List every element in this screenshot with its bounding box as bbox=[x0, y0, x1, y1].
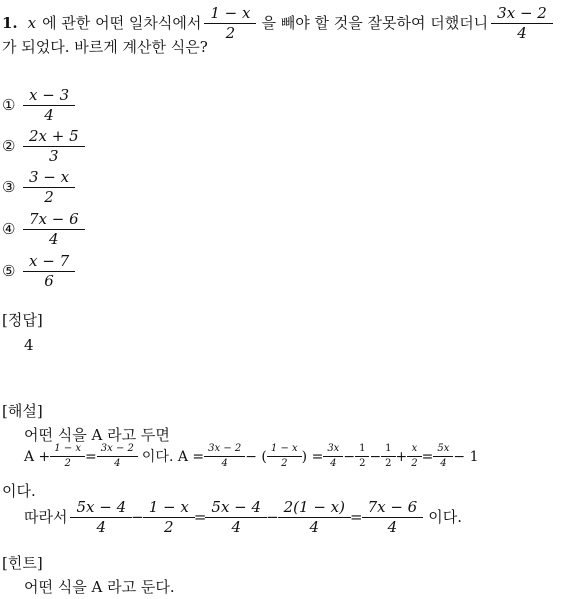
solution-term: 이다. A = bbox=[141, 448, 205, 465]
solution-label: [해설] bbox=[2, 402, 43, 420]
solution-line-3: 이다. bbox=[2, 482, 36, 500]
fraction-denominator: 4 bbox=[278, 517, 351, 536]
fraction-numerator: 1 − x bbox=[210, 4, 251, 22]
fraction-denominator: 4 bbox=[97, 456, 138, 470]
solution-term: = bbox=[350, 508, 363, 527]
solution-term: A + bbox=[24, 448, 51, 465]
question-fraction-2 bbox=[494, 6, 550, 42]
hint-text: 어떤 식을 A 라고 둔다. bbox=[24, 578, 175, 596]
solution-fraction bbox=[208, 500, 264, 536]
fraction-numerator: 5x − 4 bbox=[76, 498, 127, 516]
fraction-numerator: 7x − 6 bbox=[29, 210, 79, 228]
fraction-denominator: 2 bbox=[23, 187, 75, 206]
fraction-denominator: 4 bbox=[433, 456, 453, 470]
fraction-denominator: 2 bbox=[381, 456, 395, 470]
solution-term: − bbox=[343, 448, 356, 465]
solution-line-4 bbox=[24, 500, 462, 536]
fraction-numerator: 7x − 6 bbox=[367, 498, 418, 516]
hint-label: [힌트] bbox=[2, 554, 43, 572]
fraction-numerator: 3x − 2 bbox=[100, 443, 134, 454]
choice-mark: ④ bbox=[2, 220, 16, 239]
question-variable: x bbox=[27, 14, 37, 33]
solution-term: 이다. bbox=[428, 508, 462, 527]
fraction-denominator: 4 bbox=[362, 517, 424, 536]
solution-fraction bbox=[281, 500, 348, 536]
solution-fraction bbox=[206, 444, 243, 469]
fraction-numerator: 3x − 2 bbox=[208, 443, 242, 454]
choice-fraction bbox=[26, 254, 72, 290]
fraction-numerator: x − 3 bbox=[29, 86, 70, 104]
solution-term: = bbox=[193, 508, 207, 527]
solution-fraction bbox=[409, 444, 419, 469]
choice-5[interactable] bbox=[2, 254, 74, 290]
choice-fraction bbox=[26, 170, 72, 206]
fraction-numerator: 5x − 4 bbox=[211, 498, 262, 516]
choice-fraction bbox=[26, 212, 82, 248]
solution-term: + bbox=[395, 448, 408, 465]
fraction-denominator: 4 bbox=[70, 517, 132, 536]
solution-fraction bbox=[99, 444, 136, 469]
choice-mark: ② bbox=[2, 137, 16, 156]
choice-mark: ③ bbox=[2, 178, 16, 197]
fraction-numerator: 5x bbox=[437, 443, 450, 454]
solution-fraction bbox=[325, 444, 341, 469]
answer-label: [정답] bbox=[2, 311, 43, 329]
solution-fraction bbox=[357, 444, 367, 469]
choice-mark: ⑤ bbox=[2, 262, 16, 281]
choice-fraction bbox=[26, 129, 82, 165]
solution-term: = bbox=[421, 448, 434, 465]
fraction-numerator: 3x − 2 bbox=[497, 4, 547, 22]
solution-line-1: 어떤 식을 A 라고 두면 bbox=[24, 426, 170, 444]
solution-term: − bbox=[369, 448, 382, 465]
fraction-denominator: 2 bbox=[50, 456, 85, 470]
fraction-numerator: 3 − x bbox=[29, 168, 70, 186]
fraction-denominator: 4 bbox=[23, 105, 75, 124]
solution-fraction bbox=[73, 500, 129, 536]
question-text-c: 가 되었다. 바르게 계산한 식은? bbox=[2, 38, 208, 56]
solution-term: − bbox=[266, 508, 279, 527]
answer-value: 4 bbox=[24, 336, 34, 354]
fraction-numerator: 1 bbox=[359, 443, 366, 454]
solution-term: = bbox=[85, 448, 97, 465]
solution-term: − bbox=[131, 508, 144, 527]
fraction-denominator: 2 bbox=[267, 456, 302, 470]
fraction-denominator: 4 bbox=[491, 23, 553, 42]
fraction-numerator: 1 − x bbox=[54, 443, 82, 454]
question-text-b: 을 빼야 할 것을 잘못하여 더했더니 bbox=[261, 14, 489, 33]
solution-term: − ( bbox=[245, 448, 267, 465]
fraction-denominator: 2 bbox=[407, 456, 421, 470]
fraction-numerator: 2x + 5 bbox=[29, 127, 79, 145]
choice-4[interactable] bbox=[2, 212, 84, 248]
question-number: 1. bbox=[2, 14, 18, 33]
choice-mark: ① bbox=[2, 96, 16, 115]
solution-fraction bbox=[146, 500, 192, 536]
solution-term: ) = bbox=[301, 448, 324, 465]
choice-fraction bbox=[26, 88, 72, 124]
fraction-denominator: 4 bbox=[205, 517, 267, 536]
fraction-denominator: 2 bbox=[204, 23, 256, 42]
fraction-denominator: 4 bbox=[323, 456, 343, 470]
solution-fraction bbox=[52, 444, 83, 469]
solution-line-2 bbox=[24, 444, 479, 469]
choice-3[interactable] bbox=[2, 170, 74, 206]
solution-fraction bbox=[435, 444, 451, 469]
fraction-numerator: 3x bbox=[327, 443, 340, 454]
solution-term: 따라서 bbox=[24, 508, 68, 527]
fraction-denominator: 4 bbox=[204, 456, 245, 470]
fraction-numerator: 1 − x bbox=[148, 498, 189, 516]
choice-1[interactable] bbox=[2, 88, 74, 124]
fraction-denominator: 3 bbox=[23, 146, 85, 165]
question-line-1 bbox=[2, 6, 552, 42]
solution-fraction bbox=[383, 444, 393, 469]
fraction-denominator: 4 bbox=[23, 229, 85, 248]
question-text-a: 에 관한 어떤 일차식에서 bbox=[42, 14, 202, 33]
solution-fraction bbox=[269, 444, 300, 469]
solution-fraction bbox=[365, 500, 421, 536]
fraction-denominator: 2 bbox=[143, 517, 195, 536]
choice-2[interactable] bbox=[2, 129, 84, 165]
solution-term: − 1 bbox=[453, 448, 479, 465]
fraction-numerator: x − 7 bbox=[29, 252, 70, 270]
fraction-numerator: 1 − x bbox=[270, 443, 298, 454]
fraction-numerator: 1 bbox=[385, 443, 392, 454]
fraction-numerator: 2(1 − x) bbox=[283, 498, 345, 516]
question-fraction-1 bbox=[207, 6, 253, 42]
fraction-denominator: 2 bbox=[355, 456, 369, 470]
fraction-numerator: x bbox=[411, 443, 418, 454]
fraction-denominator: 6 bbox=[23, 271, 75, 290]
